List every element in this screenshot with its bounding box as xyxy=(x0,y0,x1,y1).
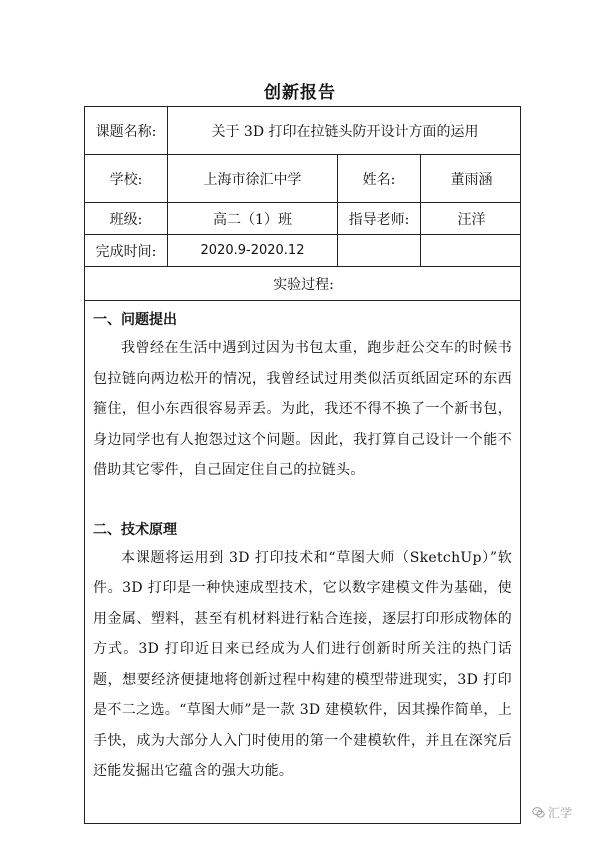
name-label: 姓名: xyxy=(338,155,421,202)
process-row xyxy=(85,267,520,301)
watermark xyxy=(532,804,572,821)
class-row xyxy=(85,203,520,235)
time-label: 完成时间: xyxy=(85,235,168,266)
report-title: 创新报告 xyxy=(264,83,336,103)
time-empty-cell-1 xyxy=(338,235,421,266)
wechat-icon xyxy=(532,806,545,819)
section-paragraph: 本课题将运用到 3D 打印技术和“草图大师（SketchUp）”软件。3D 打印是一种快速成型技术，它以数字建模文件为基础，使用金属、塑料，甚至有机材料进行粘合连接，逐层打印形成物体的方式。3D 打印近日来已经成为人们进行创新时所关注的热门话题，想要经济便捷地将创新过程中构建的模型带进现实，3D 打印是不二之选。“草图大师”是一款 3D 建模软件，因其操作简单，上手快，成为大部分人入门时使用的第一个建模软件，并且在深究后还能发掘出它蕴含的强大功能。 xyxy=(93,549,512,779)
topic-label: 课题名称: xyxy=(85,107,168,154)
section-heading: 一、问题提出 xyxy=(93,312,177,328)
time-empty-cell-2 xyxy=(421,235,522,266)
class-value: 高二（1）班 xyxy=(168,203,338,234)
name-value: 董雨涵 xyxy=(450,171,493,188)
school-label: 学校: xyxy=(85,155,168,202)
teacher-value: 汪洋 xyxy=(457,211,486,228)
school-value: 上海市徐汇中学 xyxy=(168,155,338,202)
teacher-label: 指导老师: xyxy=(338,203,421,234)
school-row xyxy=(85,155,520,203)
time-value: 2020.9-2020.12 xyxy=(168,235,338,266)
topic-row xyxy=(85,107,520,155)
report-table xyxy=(84,106,521,824)
process-label: 实验过程: xyxy=(273,276,334,293)
watermark-text: 汇学 xyxy=(548,806,573,820)
time-row xyxy=(85,235,520,267)
section-heading: 二、技术原理 xyxy=(93,521,177,538)
process-body xyxy=(85,301,520,823)
topic-value: 关于 3D 打印在拉链头防开设计方面的运用 xyxy=(211,123,479,140)
section-paragraph: 我曾经在生活中遇到过因为书包太重，跑步赶公交车的时候书包拉链向两边松开的情况，我曾经试过用类似活页纸固定环的东西箍住，但小东西很容易弄丢。为此，我还不得不换了一个新书包，身边同学也有人抱怨过这个问题。因此，我打算自己设计一个能不借助其它零件，自己固定住自己的拉链头。 xyxy=(93,340,512,478)
class-label: 班级: xyxy=(85,203,168,234)
